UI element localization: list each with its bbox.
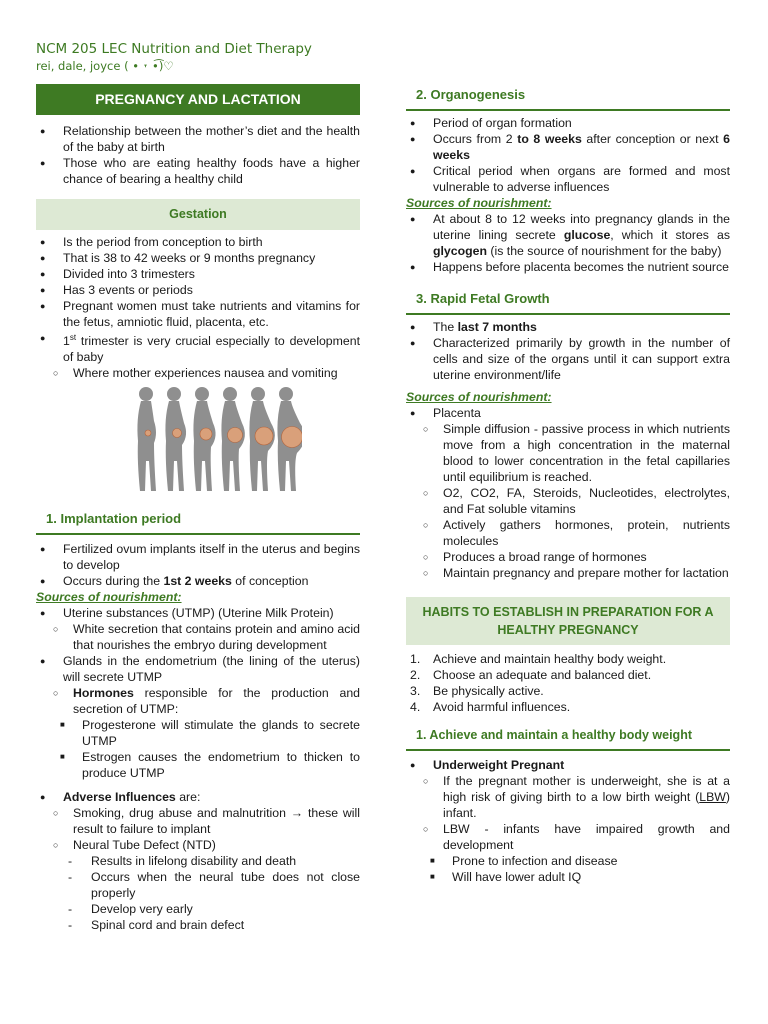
list-item: 4. Avoid harmful influences. [410,700,571,714]
implantation-heading: 1. Implantation period [36,511,360,535]
left-column [36,84,360,933]
pregnancy-silhouette [137,387,156,491]
list-item: ● The last 7 months [406,319,730,335]
list-item: - Spinal cord and brain defect [36,917,360,933]
list-item: ● Divided into 3 trimesters [36,266,360,282]
rapid-growth-list [406,319,730,383]
pregnancy-silhouette [165,387,186,491]
implantation-sources-list [36,605,360,781]
list-item: ● Occurs during the 1st 2 weeks of conception [36,573,360,589]
list-item: - Results in lifelong disability and death [36,853,360,869]
list-item: ○ White secretion that contains protein and amino acid that nourishes the embryo during development [36,621,360,653]
list-item: ○ If the pregnant mother is underweight, she is at a high risk of giving birth to a low birth weight (LBW) infant. [406,773,730,821]
sources-of-nourishment-label: Sources of nourishment: [36,590,182,605]
intro-list [36,123,360,187]
pregnancy-lactation-banner: PREGNANCY AND LACTATION [36,84,360,115]
list-item: ○ LBW - infants have impaired growth and development [406,821,730,853]
list-item: ○ Produces a broad range of hormones [406,549,730,565]
list-item: ● Placenta [406,405,730,421]
list-item: ● 1st trimester is very crucial especially to development of baby [36,330,360,365]
list-item: ■ Progesterone will stimulate the glands to secrete UTMP [36,717,360,749]
list-item: ● Those who are eating healthy foods have a higher chance of bearing a healthy child [36,155,360,187]
list-item: ● Relationship between the mother’s diet and the health of the baby at birth [36,123,360,155]
list-item: 1. Achieve and maintain healthy body weight. [410,652,667,666]
habits-list [406,651,730,715]
list-item: ● That is 38 to 42 weeks or 9 months pregnancy [36,250,360,266]
rapid-sources-list [406,405,730,581]
list-item: ● Happens before placenta becomes the nutrient source [406,259,730,275]
list-item: ○ Actively gathers hormones, protein, nutrients molecules [406,517,730,549]
list-item: ● Fertilized ovum implants itself in the uterus and begins to develop [36,541,360,573]
organogenesis-heading: 2. Organogenesis [406,87,730,111]
list-item: ● Uterine substances (UTMP) (Uterine Milk Protein) [36,605,360,621]
list-item: ● At about 8 to 12 weeks into pregnancy glands in the uterine lining secrete glucose, which it stores as glycogen (is the source of nourishment for the baby) [406,211,730,259]
document-header [36,40,312,74]
list-item: 3. Be physically active. [410,684,544,698]
list-item: ○ Maintain pregnancy and prepare mother for lactation [406,565,730,581]
list-item: 2. Choose an adequate and balanced diet. [410,668,652,682]
list-item: ● Occurs from 2 to 8 weeks after conception or next 6 weeks [406,131,730,163]
list-item: - Develop very early [36,901,360,917]
list-item: ● Adverse Influences are: [36,789,360,805]
authors-line: rei, dale, joyce ( • ˕ •͡)♡ [36,59,174,73]
list-item: ○ Hormones responsible for the production and secretion of UTMP: [36,685,360,717]
list-item: ■ Will have lower adult IQ [406,869,730,885]
adverse-influences-list [36,789,360,933]
list-item: ● Period of organ formation [406,115,730,131]
implantation-list [36,541,360,589]
course-title: NCM 205 LEC Nutrition and Diet Therapy [36,41,312,57]
habits-heading: HABITS TO ESTABLISH IN PREPARATION FOR A HEALTHY PREGNANCY [406,597,730,645]
list-item: - Occurs when the neural tube does not close properly [36,869,360,901]
rapid-fetal-growth-heading: 3. Rapid Fetal Growth [406,291,730,315]
list-item: ○ Simple diffusion - passive process in which nutrients move from a high concentration in the maternal blood to lower concentration in the fetal capillaries until equilibrium is reached. [406,421,730,485]
sources-of-nourishment-label: Sources of nourishment: [406,196,552,210]
list-item: ○ O2, CO2, FA, Steroids, Nucleotides, electrolytes, and Fat soluble vitamins [406,485,730,517]
list-item: ○ Where mother experiences nausea and vomiting [36,365,360,381]
list-item: ● Is the period from conception to birth [36,234,360,250]
list-item: ● Glands in the endometrium (the lining of the uterus) will secrete UTMP [36,653,360,685]
organogenesis-list [406,115,730,195]
fetal-development-figure [132,381,302,499]
list-item: ■ Prone to infection and disease [406,853,730,869]
list-item: ■ Estrogen causes the endometrium to thicken to produce UTMP [36,749,360,781]
list-item: ● Characterized primarily by growth in the number of cells and size of the organs until it can support extra uterine environment/life [406,335,730,383]
sources-of-nourishment-label: Sources of nourishment: [406,390,552,404]
list-item: ○ Neural Tube Defect (NTD) [36,837,360,853]
list-item: ● Has 3 events or periods [36,282,360,298]
organogenesis-sources-list [406,211,730,275]
gestation-list [36,234,360,381]
list-item: ● Critical period when organs are formed and most vulnerable to adverse influences [406,163,730,195]
gestation-heading: Gestation [36,199,360,230]
underweight-list [406,757,730,885]
list-item: ○ Smoking, drug abuse and malnutrition → these will result to failure to implant [36,805,360,837]
healthy-weight-heading: 1. Achieve and maintain a healthy body weight [406,727,730,751]
right-column [406,87,730,885]
list-item: ● Underweight Pregnant [406,757,730,773]
list-item: ● Pregnant women must take nutrients and vitamins for the fetus, amniotic fluid, placenta, etc. [36,298,360,330]
